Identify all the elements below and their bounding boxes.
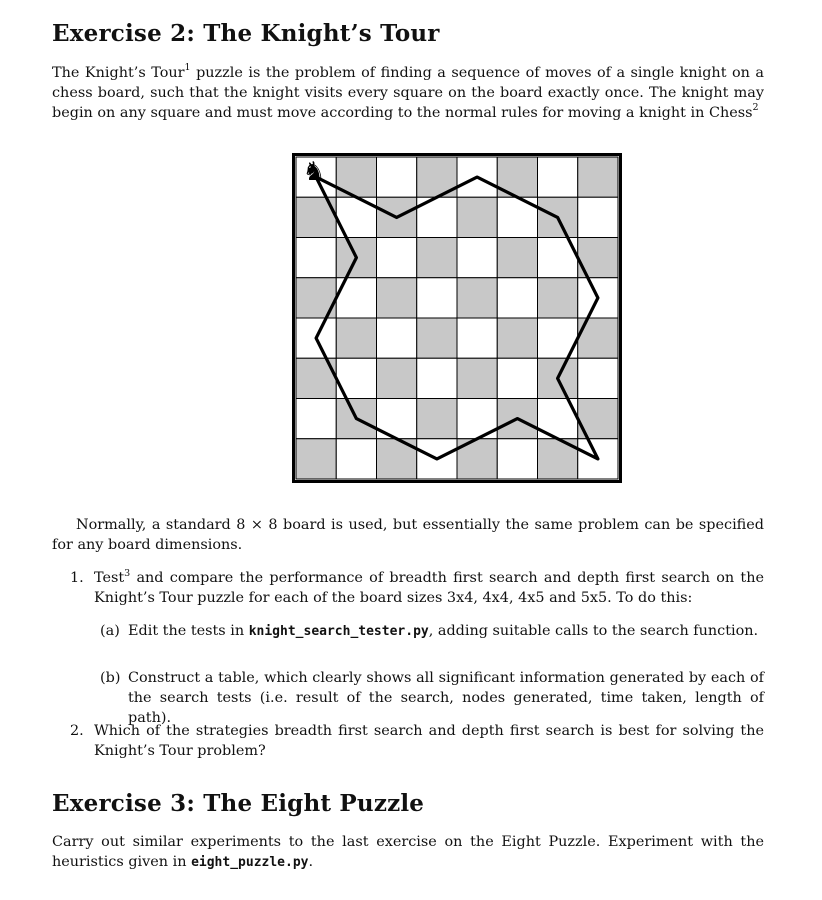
- board-square: [497, 439, 537, 479]
- board-square: [457, 238, 497, 278]
- board-square: [377, 278, 417, 318]
- board-square: [457, 197, 497, 237]
- intro-paragraph: [52, 63, 764, 123]
- list-item-1a-label: (a): [100, 623, 120, 639]
- board-square: [296, 399, 336, 439]
- board-square: [417, 238, 457, 278]
- list-item-1-text-rest: and compare the performance of breadth first search and depth first search on the Knight’s Tour puzzle for each of the board sizes 3x4, 4x4, 4x5 and 5x5. To do this:: [94, 570, 764, 606]
- list-item-1a: [100, 621, 764, 642]
- board-square: [377, 157, 417, 197]
- board-square: [417, 399, 457, 439]
- footnote-3-marker[interactable]: 3: [124, 568, 131, 580]
- board-squares: [296, 157, 618, 479]
- knights-tour-board: [292, 153, 622, 483]
- board-square: [457, 318, 497, 358]
- exercise-2-heading: Exercise 2: The Knight’s Tour: [52, 20, 440, 47]
- footnote-1-marker[interactable]: 1: [184, 62, 191, 74]
- board-square: [377, 358, 417, 398]
- board-square: [457, 278, 497, 318]
- list-item-1b: [100, 668, 764, 728]
- board-square: [377, 318, 417, 358]
- exercise-3-text-end: .: [308, 854, 314, 870]
- board-square: [296, 238, 336, 278]
- board-square: [538, 278, 578, 318]
- board-square: [578, 358, 618, 398]
- board-square: [417, 358, 457, 398]
- board-square: [417, 318, 457, 358]
- board-square: [336, 439, 376, 479]
- board-square: [497, 238, 537, 278]
- board-square: [417, 278, 457, 318]
- board-square: [578, 157, 618, 197]
- board-square: [497, 278, 537, 318]
- list-item-1: [70, 568, 764, 608]
- list-item-1a-text-rest: , adding suitable calls to the search function.: [428, 623, 759, 639]
- eight-puzzle-filename: eight_puzzle.py: [191, 855, 309, 870]
- board-square: [538, 157, 578, 197]
- list-item-1b-text: Construct a table, which clearly shows all significant information generated by each of the search tests (i.e. result of the search, nodes generated, time taken, length of path).: [128, 670, 764, 726]
- intro-text-start: The Knight’s Tour: [52, 65, 185, 81]
- intro-text-rest: puzzle is the problem of finding a sequence of moves of a single knight on a chess board, such that the knight visits every square on the board exactly once. The knight may begin on any square and must move according to the normal rules for moving a knight in Chess: [52, 65, 764, 121]
- exercise-3-heading: Exercise 3: The Eight Puzzle: [52, 790, 425, 817]
- board-square: [497, 358, 537, 398]
- list-item-1b-label: (b): [100, 670, 121, 686]
- board-square: [377, 238, 417, 278]
- tester-filename: knight_search_tester.py: [248, 624, 429, 639]
- knight-icon: ♞: [302, 157, 326, 187]
- list-item-2: [70, 721, 764, 761]
- exercise-3-text-start: Carry out similar experiments to the last exercise on the Eight Puzzle. Experiment with the heuristics given in: [52, 834, 764, 870]
- board-square: [336, 318, 376, 358]
- board-square: [578, 197, 618, 237]
- board-square: [296, 439, 336, 479]
- footnote-2-marker[interactable]: 2: [752, 102, 759, 114]
- list-item-1-label: 1.: [70, 570, 84, 586]
- list-item-1-text-start: Test: [94, 570, 125, 586]
- list-item-1a-text-start: Edit the tests in: [128, 623, 249, 639]
- board-square: [457, 358, 497, 398]
- exercise-3-paragraph: [52, 832, 764, 873]
- board-square: [497, 318, 537, 358]
- board-size-paragraph: Normally, a standard 8 × 8 board is used, but essentially the same problem can be specified for any board dimensions.: [52, 517, 764, 553]
- list-item-2-label: 2.: [70, 723, 84, 739]
- list-item-2-text: Which of the strategies breadth first search and depth first search is best for solving the Knight’s Tour problem?: [94, 723, 764, 759]
